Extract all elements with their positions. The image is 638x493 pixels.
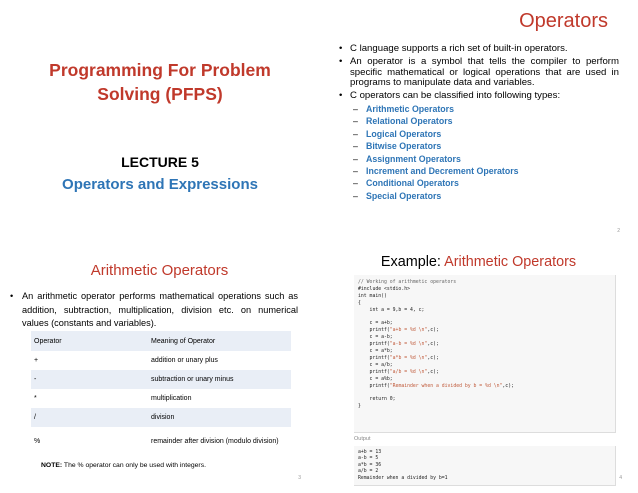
operator-type-item: – Logical Operators [350, 128, 619, 140]
operator-type-item: – Relational Operators [350, 115, 619, 127]
code-line: ,c); [427, 369, 439, 375]
operator-type-item: – Conditional Operators [350, 177, 619, 189]
code-line: c = a+b; [358, 321, 393, 327]
table-cell: subtraction or unary minus [148, 370, 291, 389]
table-row [31, 351, 291, 370]
code-line: printf( [358, 328, 390, 334]
output-line: a-b = 5 [358, 456, 379, 462]
code-line: printf( [358, 383, 390, 389]
bullet-item: • An arithmetic operator performs mathematical operations such as addition, subtraction, multiplication, division etc. on numerical values (constants and variables). [10, 290, 298, 331]
output-line: a+b = 13 [358, 450, 382, 455]
code-line: printf( [358, 355, 390, 361]
operator-type-item: – Assignment Operators [350, 153, 619, 165]
code-line: c = a-b; [358, 335, 393, 341]
page-number: 4 [619, 475, 622, 481]
table-cell: addition or unary plus [148, 351, 291, 370]
slide-heading: Operators [519, 10, 608, 32]
slide-heading [319, 254, 638, 270]
code-line: int main() [358, 293, 387, 299]
code-line: c = a/b; [358, 362, 393, 368]
code-line: ,c); [427, 355, 439, 361]
table-cell: / [31, 408, 148, 427]
code-line: printf( [358, 342, 390, 348]
code-string: "Remainder when a divided by b = %d \n" [389, 383, 503, 389]
course-title [20, 58, 300, 106]
code-string: "a/b = %d \n" [389, 369, 428, 375]
operator-table [31, 331, 291, 455]
heading-highlight: Arithmetic Operators [444, 254, 577, 270]
bullet-item: • C language supports a rich set of built-in operators. [339, 44, 619, 55]
output-label: Output [354, 436, 371, 442]
note-label: NOTE: [41, 462, 63, 469]
code-string: "a*b = %d \n" [389, 355, 428, 361]
operator-types-list [350, 103, 619, 202]
page-number: 3 [298, 475, 301, 481]
table-cell: - [31, 370, 148, 389]
bullet-list [339, 44, 619, 204]
code-line: printf( [358, 369, 390, 375]
table-header-cell: Operator [31, 331, 148, 351]
output-line: a/b = 2 [358, 469, 379, 475]
table-cell: multiplication [148, 389, 291, 408]
code-line: { [358, 300, 361, 306]
table-row [31, 389, 291, 408]
note [41, 462, 206, 469]
code-string: "a-b = %d \n" [389, 342, 428, 348]
table-cell: * [31, 389, 148, 408]
output-line: a*b = 36 [358, 462, 382, 468]
lecture-number: LECTURE 5 [121, 154, 199, 170]
code-string: "a+b = %d \n" [389, 328, 428, 334]
lecture-subtitle: Operators and Expressions [62, 176, 258, 193]
table-cell: division [148, 408, 291, 427]
table-header-cell: Meaning of Operator [148, 331, 291, 351]
code-block [354, 275, 616, 433]
slide-heading: Arithmetic Operators [90, 262, 229, 279]
code-line: int a = 9,b = 4, c; [358, 307, 425, 313]
output-line: Remainder when a divided by b=1 [358, 475, 448, 481]
slide-example [319, 246, 638, 493]
code-line: ,c); [502, 383, 514, 389]
table-row [31, 427, 291, 455]
bullet-item [339, 91, 619, 202]
code-line: #include <stdio.h> [358, 286, 410, 292]
slide-operators [319, 0, 638, 246]
bullet-item: • An operator is a symbol that tells the compiler to perform specific mathematical or logical operations that are used in programs to manipulate data and variables. [339, 57, 619, 89]
operator-type-item: – Arithmetic Operators [350, 103, 619, 115]
table-row [31, 408, 291, 427]
operator-type-item: – Special Operators [350, 190, 619, 202]
table-cell: % [31, 427, 148, 455]
heading-prefix: Example: [380, 254, 445, 270]
code-line: ,c); [427, 342, 439, 348]
table-row [31, 370, 291, 389]
note-text: The % operator can only be used with integers. [62, 462, 206, 469]
bullet-text: C operators can be classified into following types: [350, 90, 561, 102]
operator-type-item: – Bitwise Operators [350, 140, 619, 152]
output-block [354, 446, 616, 486]
code-comment: // Working of arithmetic operators [358, 280, 457, 285]
code-line: ,c); [427, 328, 439, 334]
operator-type-item: – Increment and Decrement Operators [350, 165, 619, 177]
page-number: 2 [617, 228, 620, 234]
slide-arithmetic-operators [0, 246, 319, 493]
table-cell: + [31, 351, 148, 370]
code-line: c = a%b; [358, 376, 393, 382]
code-line: return 0; [358, 397, 396, 403]
code-line: } [358, 404, 361, 410]
course-title-line1: Programming For Problem [49, 60, 271, 80]
course-title-line2: Solving (PFPS) [97, 84, 223, 104]
slide-title [0, 0, 319, 246]
table-header-row [31, 331, 291, 351]
code-line: c = a*b; [358, 349, 393, 355]
table-cell: remainder after division (modulo division) [148, 427, 291, 455]
